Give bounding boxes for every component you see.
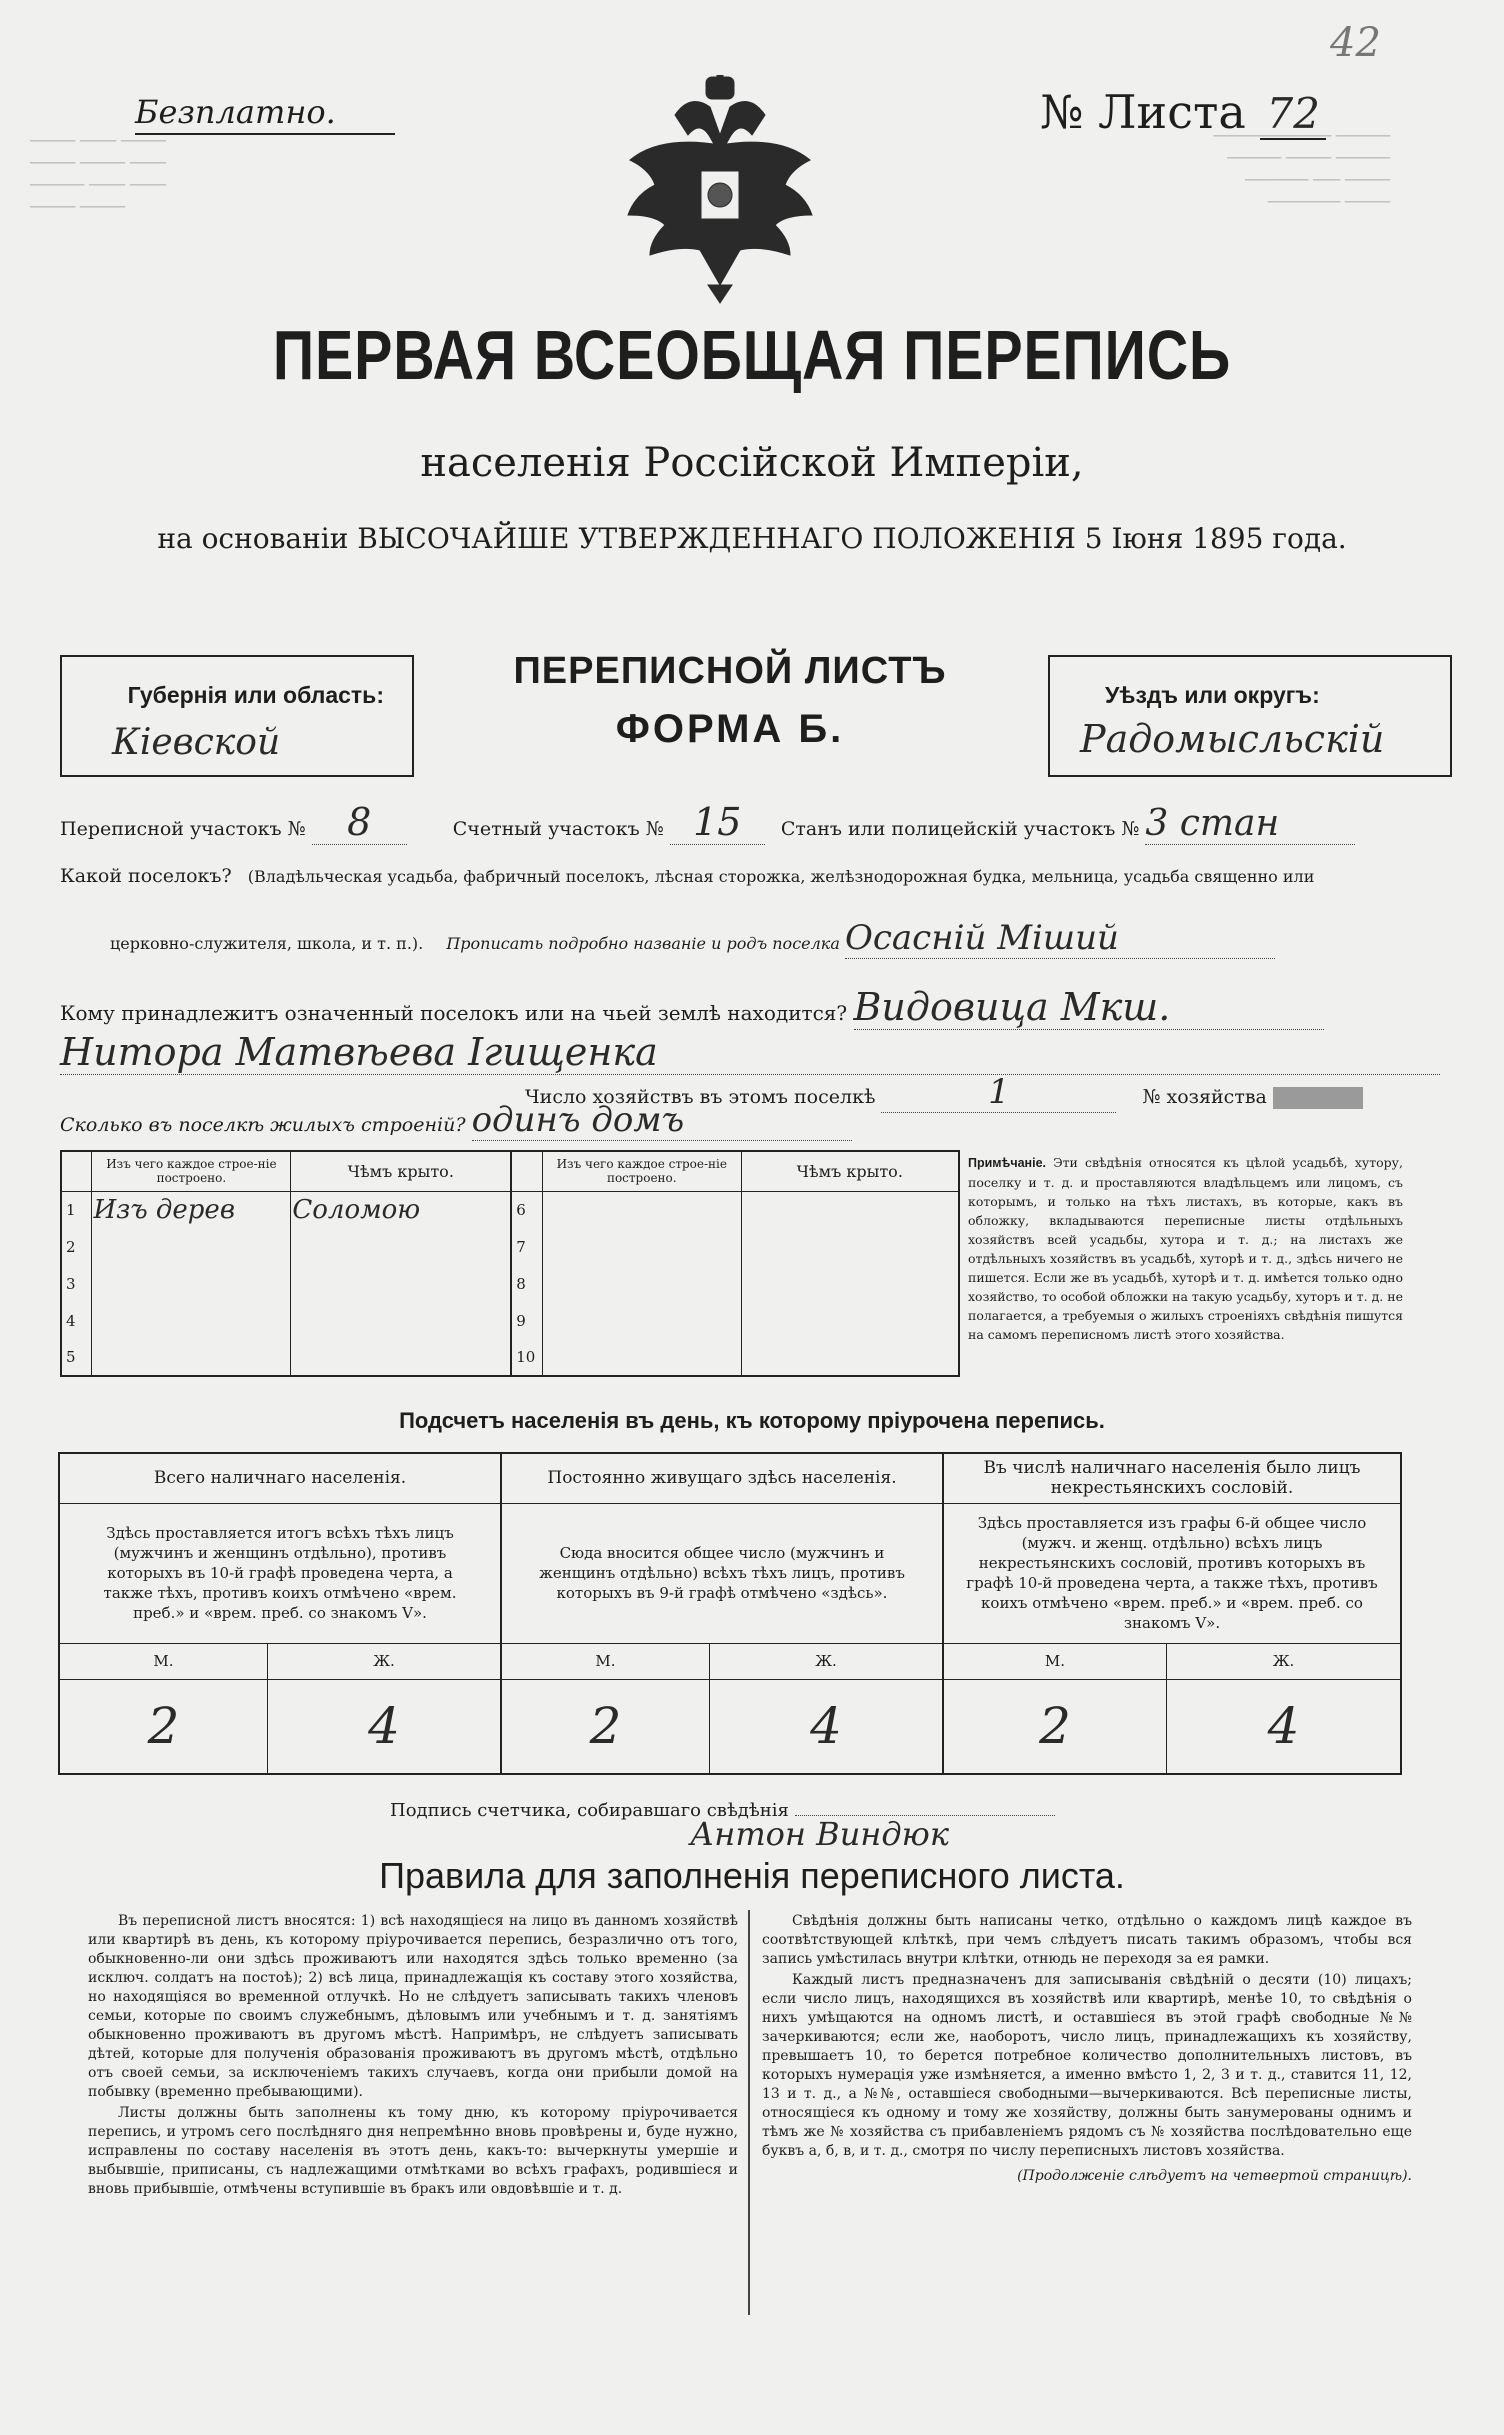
col-total-desc: Здѣсь проставляется итогъ всѣхъ тѣхъ лицъ (мужчинъ и женщинъ отдѣльно), противъ которыхъ въ 10-й графѣ проведена черта, а также тѣхъ, противъ коихъ отмѣчено «врем. преб.» и «врем. преб. со знакомъ V».: [59, 1503, 501, 1643]
main-title: ПЕРВАЯ ВСЕОБЩАЯ ПЕРЕПИСЬ: [272, 316, 1232, 394]
note-title: Примѣчаніе.: [968, 1156, 1046, 1170]
form-title: ПЕРЕПИСНОЙ ЛИСТЪ: [513, 650, 947, 692]
buildings-line: [60, 1100, 1460, 1141]
col-permanent-title: Постоянно живущаго здѣсь населенія.: [501, 1453, 943, 1503]
province-box: [60, 655, 414, 777]
owner-label: Кому принадлежитъ означенный поселокъ или на чьей землѣ находится?: [60, 1001, 848, 1025]
imperial-eagle-emblem: [620, 75, 820, 305]
signature-value: Антон Виндюк: [690, 1815, 949, 1853]
population-table: [58, 1452, 1402, 1775]
population-heading: Подсчетъ населенія въ день, къ которому пріурочена перепись.: [399, 1408, 1105, 1433]
note-block: [968, 1153, 1403, 1344]
rules-right-p1: Свѣдѣнія должны быть написаны четко, отдѣльно о каждомъ лицѣ каждое въ соотвѣтствующей клѣткѣ, при чемъ слѣдуетъ писать такимъ образомъ, чтобы вся запись умѣстилась внутри клѣтки, отнюдь не переходя за ея рамки.: [762, 1913, 1412, 1967]
buildings-col-material: Изъ чего каждое строе-ніе построено.: [92, 1151, 291, 1191]
section-line: [60, 800, 1450, 845]
census-section-value: 8: [312, 800, 407, 845]
bleed-through-left: ───── ──── ───── ───── ───── ──── ────── ──── ──── ───── ─────: [30, 132, 166, 216]
settlement-label: Какой поселокъ?: [60, 865, 232, 887]
table-row: 4 9: [61, 1302, 959, 1339]
buildings-table: [60, 1150, 960, 1377]
households-value: 1: [881, 1072, 1116, 1113]
rules-divider: [748, 1910, 750, 2315]
f-label: Ж.: [268, 1643, 502, 1679]
free-label: Безплатно.: [135, 93, 395, 135]
district-label: Уѣздъ или округъ:: [1105, 682, 1320, 708]
total-female: 4: [268, 1679, 502, 1774]
count-section-value: 15: [670, 800, 765, 845]
station-label: Станъ или полицейскій участокъ №: [780, 818, 1140, 840]
subtitle: населенія Россійской Имперіи,: [420, 440, 1084, 486]
buildings-col-roof-2: Чѣмъ крыто.: [741, 1151, 959, 1191]
province-label: Губернія или область:: [127, 682, 384, 708]
archive-number: 42: [1330, 20, 1381, 66]
table-row: 1 Изъ дерев Соломою 6: [61, 1191, 959, 1228]
col-nonpeasant-title: Въ числѣ наличнаго населенія было лицъ некрестьянскихъ сословій.: [943, 1453, 1401, 1503]
roof-cell: Соломою: [291, 1191, 511, 1228]
rules-title: Правила для заполненія переписного листа.: [379, 1855, 1125, 1896]
sheet-number-label: № Листа: [1040, 85, 1246, 139]
permanent-female: 4: [710, 1679, 944, 1774]
owner-line: [60, 985, 1460, 1030]
buildings-value: одинъ домъ: [472, 1100, 852, 1141]
owner-line-2: [60, 1030, 1450, 1075]
district-box: [1048, 655, 1452, 777]
col-permanent-desc: Сюда вносится общее число (мужчинъ и женщинъ отдѣльно) всѣхъ тѣхъ лицъ, противъ которыхъ въ 9-й графѣ отмѣчено «здѣсь».: [501, 1503, 943, 1643]
settlement-note-2: церковно-служителя, школа, и т. п.).: [110, 934, 424, 953]
settlement-note: (Владѣльческая усадьба, фабричный поселокъ, лѣсная сторожка, желѣзнодорожная будка, мельница, усадьба священно или: [247, 867, 1315, 886]
province-value: Кіевской: [112, 722, 281, 763]
settlement-value: Осасній Міший: [845, 918, 1275, 959]
permanent-male: 2: [501, 1679, 710, 1774]
count-section-label: Счетный участокъ №: [452, 818, 664, 840]
sheet-number-value: 72: [1260, 89, 1325, 140]
rules-right-p2: Каждый листъ предназначенъ для записыванія свѣдѣній о десяти (10) лицахъ; если число лицъ, находящихся въ хозяйствѣ или квартирѣ, менѣе 10, то свѣдѣнія о нихъ умѣщаются на одномъ листѣ, и оставшіеся въ этой графѣ свободные №№ зачеркиваются; если же, наоборотъ, число лицъ, принадлежащихъ къ хозяйству, превышаетъ 10, то берется потребное количество дополнительныхъ листовъ, въ которыхъ нумерація уже измѣняется, а именно вмѣсто 1, 2, 3 и т. д., ставится 11, 12, 13 и т. д., а №№, оставшіеся свободными—вычеркиваются. Всѣ переписные листы, относящіеся къ одному и тому же хозяйству, должны быть занумерованы однимъ и тѣмъ же № хозяйства съ прибавленіемъ рядомъ съ № хозяйства послѣдовательно еще буквъ а, б, в, и т. д., смотря по числу переписныхъ листовъ хозяйства.: [762, 1972, 1412, 2159]
f-label: Ж.: [1167, 1643, 1402, 1679]
signature-label: Подпись счетчика, собиравшаго свѣдѣнія: [390, 1800, 789, 1821]
table-row: 2 7: [61, 1228, 959, 1265]
household-number-label: № хозяйства: [1142, 1086, 1267, 1108]
m-label: М.: [943, 1643, 1167, 1679]
households-label: Число хозяйствъ въ этомъ поселкѣ: [525, 1086, 876, 1108]
settlement-instruction: Прописать подробно названіе и родъ поселка: [446, 934, 840, 953]
district-value: Радомысльскій: [1080, 717, 1385, 761]
material-cell: Изъ дерев: [92, 1191, 291, 1228]
buildings-col-material-2: Изъ чего каждое строе-ніе построено.: [543, 1151, 742, 1191]
col-total-title: Всего наличнаго населенія.: [59, 1453, 501, 1503]
owner-value-2: Нитора Матвѣева Ігищенка: [60, 1030, 1440, 1075]
settlement-line-2: [110, 918, 1450, 959]
form-title-block: [425, 650, 1035, 752]
m-label: М.: [59, 1643, 268, 1679]
f-label: Ж.: [710, 1643, 944, 1679]
rules-left: [88, 1912, 738, 2199]
rules-left-p1: Въ переписной листъ вносятся: 1) всѣ находящіеся на лицо въ данномъ хозяйствѣ или квартирѣ въ день, къ которому пріурочивается перепись, безразлично отъ того, обыкновенно-ли они здѣсь проживаютъ или находятся здѣсь только временно (за исключ. солдатъ на постоѣ); 2) всѣ лица, принадлежащія къ составу этого хозяйства, но находящіяся во временной отлучкѣ. Но не слѣдуетъ записывать такихъ членовъ семьи, которые по своимъ служебнымъ, дѣловымъ или учебнымъ и т. д. занятіямъ обыкновенно проживаютъ въ другомъ мѣстѣ. Напримѣръ, не слѣдуетъ записывать дѣтей, которые для полученія образованія проживаютъ въ другомъ мѣстѣ, отдѣльно отъ своей семьи, за исключеніемъ такихъ случаевъ, когда они прибыли домой на побывку (временно пребывающими).: [88, 1913, 738, 2100]
bleed-through-right: ───────────── ────── ────── ───── ────── ─────── ─── ───── ──────── ─────: [1213, 127, 1390, 211]
station-value: 3 стан: [1145, 803, 1355, 845]
col-nonpeasant-desc: Здѣсь проставляется изъ графы 6-й общее число (мужч. и женщ. отдѣльно) всѣхъ лицъ некрестьянскихъ сословій, противъ которыхъ въ графѣ 10-й проведена черта, а также тѣхъ, противъ коихъ отмѣчено «врем. преб.» и «врем. преб. со знакомъ V».: [943, 1503, 1401, 1643]
nonpeasant-male: 2: [943, 1679, 1167, 1774]
buildings-col-roof: Чѣмъ крыто.: [291, 1151, 511, 1191]
total-male: 2: [59, 1679, 268, 1774]
rules-continued: (Продолженіе слѣдуетъ на четвертой страницѣ).: [1017, 2168, 1412, 2184]
table-row: 5 10: [61, 1339, 959, 1376]
rules-right: [762, 1912, 1412, 2186]
sheet-number: [1040, 85, 1326, 139]
basis-line: на основаніи ВЫСОЧАЙШЕ УТВЕРЖДЕННАГО ПОЛОЖЕНІЯ 5 Іюня 1895 года.: [157, 522, 1347, 555]
m-label: М.: [501, 1643, 710, 1679]
settlement-line: [60, 865, 1460, 887]
note-text: Эти свѣдѣнія относятся къ цѣлой усадьбѣ, хутору, поселку и т. д. и проставляются владѣльцемъ или лицомъ, съ которымъ, и только на тѣхъ листахъ, въ которые, какъ въ обложку, вкладываются переписные листы отдѣльныхъ хозяйствъ всей усадьбы, хутора и т. д.; на листахъ же отдѣльныхъ хозяйствъ въ усадьбѣ, хуторѣ и т. д., здѣсь ничего не пишется. Если же въ усадьбѣ, хуторѣ и т. д. имѣется только одно хозяйство, то особой обложки на такую усадьбу, хуторъ и т. д. не полагается, а требуемыя о жилыхъ строеніяхъ свѣдѣнія пишутся на самомъ переписномъ листѣ этого хозяйства.: [968, 1155, 1403, 1342]
form-subtitle: ФОРМА Б.: [615, 707, 845, 751]
nonpeasant-female: 4: [1167, 1679, 1402, 1774]
census-section-label: Переписной участокъ №: [60, 818, 306, 840]
owner-value-1: Видовица Мкш.: [854, 985, 1324, 1030]
buildings-label: Сколько въ поселкѣ жилыхъ строеній?: [60, 1114, 466, 1136]
rules-left-p2: Листы должны быть заполнены къ тому дню, къ которому пріурочивается перепись, и утромъ сего послѣдняго дня непремѣнно вновь провѣрены и, буде нужно, исправлены по составу населенія въ этотъ день, какъ-то: вычеркнуты умершіе и выбывшіе, приписаны, съ надлежащими отмѣтками во всѣхъ графахъ, родившіеся и вновь прибывшіе, отмѣчены вступившіе въ бракъ или овдовѣвшіе и т. д.: [88, 2105, 738, 2197]
table-row: 3 8: [61, 1265, 959, 1302]
